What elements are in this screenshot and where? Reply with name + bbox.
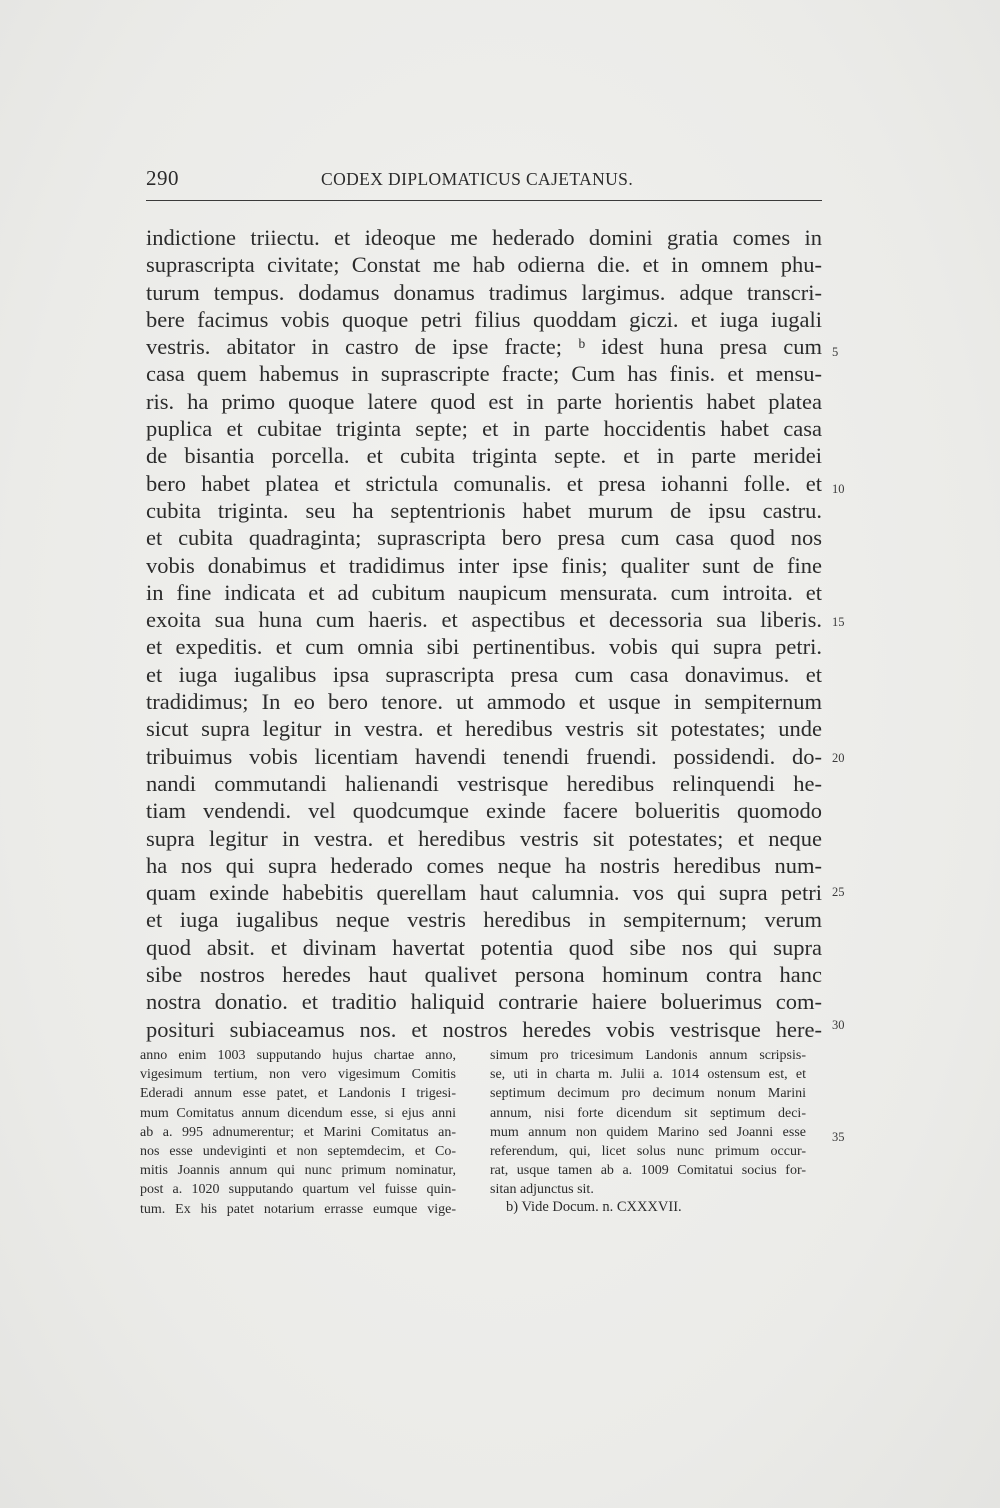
text-line: turum tempus. dodamus donamus tradimus largimus. adque transcri- [146, 279, 822, 305]
text-line: casa quem habemus in suprascripte fracte; Cum has finis. et mensu- [146, 361, 822, 387]
text-line: exoita sua huna cum haeris. et aspectibus et decessoria sua liberis. [146, 607, 822, 633]
line-number: 15 [832, 615, 845, 629]
footnotes-right-column [490, 1046, 806, 1200]
header-rule [146, 200, 822, 201]
footnote-line-number: 35 [832, 1130, 845, 1144]
text-line: nostra donatio. et traditio haliquid contrarie haiere boluerimus com- [146, 989, 822, 1015]
text-line: et iuga iugalibus neque vestris heredibus in sempiternum; verum [146, 907, 822, 933]
text-line: indictione triiectu. et ideoque me hederado domini gratia comes in [146, 225, 822, 250]
footnote-line: ab a. 995 adnumerentur; et Marini Comitatus an- [140, 1124, 456, 1140]
text-line: suprascripta civitate; Constat me hab odierna die. et in omnem phu- [146, 252, 822, 278]
footnote-line: nos esse undeviginti et non septemdecim, et Co- [140, 1143, 456, 1159]
footnote-line: mum annum non quidem Marino sed Joanni esse [490, 1124, 806, 1140]
footnote-line: annum, nisi forte dicendum sit septimum deci- [490, 1105, 806, 1121]
text-line: supra legitur in vestra. et heredibus vestris sit potestates; et neque [146, 825, 822, 851]
line-numbers [832, 224, 872, 1032]
main-text [146, 224, 822, 1043]
footnote-line: mitis Joannis annum qui nunc primum nominatur, [140, 1163, 456, 1179]
text-line: et expeditis. et cum omnia sibi pertinentibus. vobis qui supra petri. [146, 634, 822, 660]
page-number: 290 [146, 166, 179, 190]
line-number: 20 [832, 751, 845, 765]
text-line: ha nos qui supra hederado comes neque ha nostris heredibus num- [146, 852, 822, 878]
footnote-line: tum. Ex his patet notarium errasse eumque vige- [140, 1201, 456, 1217]
footnote-line: simum pro tricesimum Landonis annum scripsis- [490, 1048, 806, 1063]
footnote-line: Ederadi annum esse patet, et Landonis I trigesi- [140, 1086, 456, 1102]
line-number: 10 [832, 482, 845, 496]
footnote-line: rat, usque tamen ab a. 1009 Comitatui socius for- [490, 1163, 806, 1179]
text-line: et cubita quadraginta; suprascripta bero presa cum casa quod nos [146, 525, 822, 551]
text-line: de bisantia porcella. et cubita triginta septe. et in parte meridei [146, 443, 822, 469]
text-line: quod absit. et divinam havertat potentia quod sibe nos qui supra [146, 934, 822, 960]
text-line: sicut supra legitur in vestra. et heredibus vestris sit potestates; unde [146, 716, 822, 742]
text-line: vestris. abitator in castro de ipse fracte; ᵇ idest huna presa cum [146, 334, 822, 360]
footnote-b: b) Vide Docum. n. CXXXVII. [506, 1199, 682, 1215]
line-number: 30 [832, 1018, 845, 1032]
text-line: nandi commutandi halienandi vestrisque heredibus relinquendi he- [146, 770, 822, 796]
footnote-line: mum Comitatus annum dicendum esse, si ejus anni [140, 1105, 456, 1121]
footnote-line: sitan adjunctus sit. [490, 1182, 594, 1198]
footnote-line: post a. 1020 supputando quartum vel fuisse quin- [140, 1182, 456, 1198]
text-line: cubita triginta. seu ha septentrionis habet murum de ipsu castru. [146, 497, 822, 523]
text-line: ris. ha primo quoque latere quod est in parte horientis habet platea [146, 388, 822, 414]
text-line: tradidimus; In eo bero tenore. ut ammodo et usque in sempiternum [146, 689, 822, 715]
text-line: et iuga iugalibus ipsa suprascripta presa cum casa donavimus. et [146, 661, 822, 687]
text-line: posituri subiaceamus nos. et nostros heredes vobis vestrisque here- [146, 1016, 822, 1042]
text-line: tribuimus vobis licentiam havendi tenendi fruendi. possidendi. do- [146, 743, 822, 769]
text-line: bere facimus vobis quoque petri filius quoddam giczi. et iuga iugali [146, 306, 822, 332]
text-line: vobis donabimus et tradidimus inter ipse finis; qualiter sunt de fine [146, 552, 822, 578]
footnote-line: se, uti in charta m. Julii a. 1014 ostensum est, et [490, 1067, 806, 1083]
footnote-line: referendum, qui, licet solus nunc primum occur- [490, 1143, 806, 1159]
footnotes-left-column [140, 1046, 456, 1219]
text-line: tiam vendendi. vel quodcumque exinde facere bolueritis quomodo [146, 798, 822, 824]
text-line: sibe nostros heredes haut qualivet persona hominum contra hanc [146, 962, 822, 988]
footnote-line: septimum decimum pro decimum nonum Marini [490, 1086, 806, 1102]
running-head [146, 166, 822, 190]
line-number: 5 [832, 345, 839, 359]
running-title: CODEX DIPLOMATICUS CAJETANUS. [321, 169, 634, 189]
footnote-line: anno enim 1003 supputando hujus chartae anno, [140, 1048, 456, 1063]
line-number: 25 [832, 885, 845, 899]
text-line: in fine indicata et ad cubitum naupicum mensurata. cum introita. et [146, 579, 822, 605]
text-line: bero habet platea et strictula comunalis. et presa iohanni folle. et [146, 470, 822, 496]
text-line: quam exinde habebitis querellam haut calumnia. vos qui supra petri [146, 880, 822, 906]
text-line: puplica et cubitae triginta septe; et in parte hoccidentis habet casa [146, 416, 822, 442]
footnote-line: vigesimum tertium, non vero vigesimum Comitis [140, 1067, 456, 1083]
